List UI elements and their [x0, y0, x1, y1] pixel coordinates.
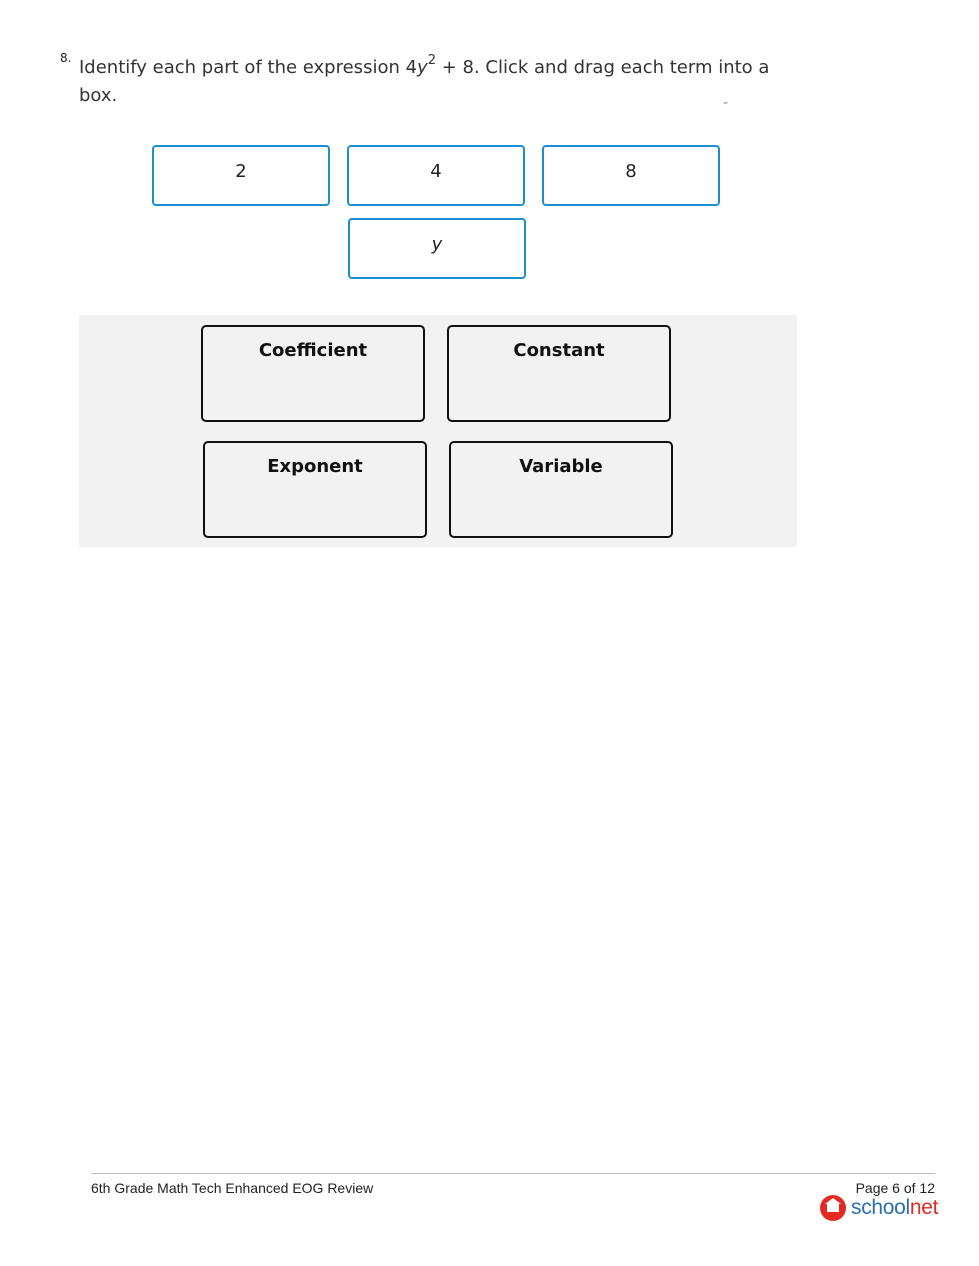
drop-box-label: Variable	[519, 456, 603, 477]
footer-title: 6th Grade Math Tech Enhanced EOG Review	[91, 1180, 374, 1196]
prompt-exponent: 2	[427, 53, 436, 68]
footer-divider	[91, 1173, 935, 1174]
draggable-term-4[interactable]: 4	[347, 145, 525, 206]
logo-wordmark: schoolnet	[851, 1196, 939, 1219]
question-prompt	[79, 54, 799, 110]
drop-box-coefficient[interactable]	[201, 325, 425, 422]
prompt-variable: y	[417, 57, 428, 78]
schoolnet-logo	[820, 1194, 938, 1222]
question-number: 8.	[60, 51, 72, 65]
drop-area	[79, 315, 797, 547]
draggable-term-2[interactable]: 2	[152, 145, 330, 206]
prompt-text-after: + 8. Click and drag each term into a box.	[79, 57, 770, 106]
drop-box-exponent[interactable]	[203, 441, 427, 538]
page-number: Page 6 of 12	[855, 1180, 935, 1196]
drop-box-constant[interactable]	[447, 325, 671, 422]
stray-mark: -	[723, 95, 729, 111]
prompt-text-before: Identify each part of the expression 4	[79, 57, 418, 78]
house-icon	[820, 1195, 846, 1221]
drop-box-label: Exponent	[267, 456, 363, 477]
draggable-term-y[interactable]: y	[348, 218, 526, 279]
draggable-term-8[interactable]: 8	[542, 145, 720, 206]
drop-box-variable[interactable]	[449, 441, 673, 538]
drop-box-label: Coefficient	[258, 340, 368, 361]
drop-box-label: Constant	[513, 340, 605, 361]
